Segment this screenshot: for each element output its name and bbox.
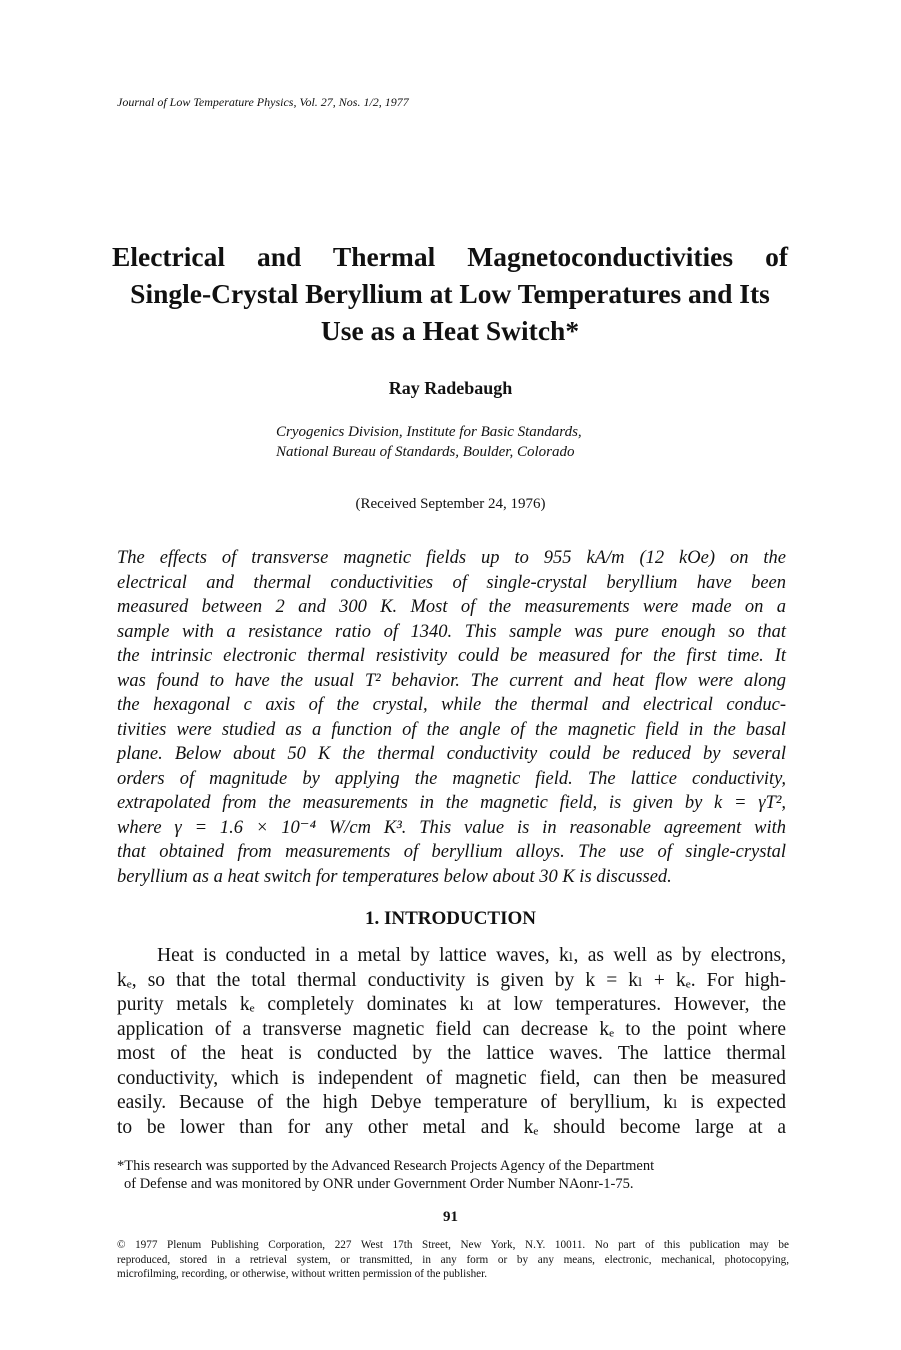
paper-title [112,238,788,349]
copyright-notice [117,1238,789,1282]
title-line: Use as a Heat Switch* [320,315,580,346]
abstract-line: measured between 2 and 300 K. Most of the measurements were made on a [117,597,786,617]
affiliation-line: National Bureau of Standards, Boulder, Colorado [276,444,575,460]
body-line: Heat is conducted in a metal by lattice waves, kₗ, as well as by electrons, [157,945,786,966]
abstract-line: was found to have the usual T² behavior. The current and heat flow were along [117,670,786,691]
body-line: kₑ, so that the total thermal conductivity is given by k = kₗ + kₑ. For high- [117,969,786,991]
abstract-line: electrical and thermal conductivities of single-crystal beryllium have been [117,572,786,593]
footnote [117,1157,786,1193]
abstract-line: sample with a resistance ratio of 1340. This sample was pure enough so that [117,621,786,642]
copyright-line: microfilming, recording, or otherwise, without written permission of the publisher. [117,1268,488,1280]
abstract [117,546,786,889]
abstract-line: the intrinsic electronic thermal resistivity could be measured for the first time. It [117,646,786,666]
body-line: most of the heat is conducted by the lattice waves. The lattice thermal [117,1043,786,1064]
footnote-line: *This research was supported by the Advanced Research Projects Agency of the Department [117,1158,655,1174]
footnote-line: of Defense and was monitored by ONR under Government Order Number NAonr-1-75. [124,1176,634,1192]
author-name: Ray Radebaugh [388,378,513,398]
body-line: to be lower than for any other metal and kₑ should become large at a [117,1116,786,1138]
received-date: (Received September 24, 1976) [355,496,546,512]
journal-citation: Journal of Low Temperature Physics, Vol. 27, Nos. 1/2, 1977 [117,95,409,109]
abstract-line: where γ = 1.6 × 10⁻⁴ W/cm K³. This value is in reasonable agreement with [117,817,786,838]
body-line: easily. Because of the high Debye temperature of beryllium, kₗ is expected [117,1092,786,1113]
body-line: application of a transverse magnetic field can decrease kₑ to the point where [117,1018,786,1040]
copyright-line: reproduced, stored in a retrieval system, or transmitted, in any form or by any means, electronic, mechanical, photocopying, [117,1253,789,1266]
abstract-line: orders of magnitude by applying the magnetic field. The lattice conductivity, [117,768,786,789]
abstract-line: beryllium as a heat switch for temperatures below about 30 K is discussed. [117,866,672,887]
abstract-line: that obtained from measurements of beryllium alloys. The use of single-crystal [117,842,786,862]
abstract-line: extrapolated from the measurements in the magnetic field, is given by k = γT², [117,793,786,813]
body-paragraph [117,944,786,1140]
title-line: Single-Crystal Beryllium at Low Temperatures and Its [130,278,770,309]
page-number: 91 [443,1209,458,1225]
abstract-line: the hexagonal c axis of the crystal, while the thermal and electrical conduc- [117,695,786,715]
title-line: Electrical and Thermal Magnetoconductivities of [112,241,788,272]
abstract-line: tivities were studied as a function of the angle of the magnetic field in the basal [117,719,786,740]
abstract-line: plane. Below about 50 K the thermal conductivity could be reduced by several [117,744,786,764]
affiliation-line: Cryogenics Division, Institute for Basic Standards, [276,424,582,440]
copyright-line: © 1977 Plenum Publishing Corporation, 227 West 17th Street, New York, N.Y. 10011. No part of this publication may be [117,1239,789,1251]
body-line: purity metals kₑ completely dominates kₗ at low temperatures. However, the [117,994,786,1015]
abstract-line: The effects of transverse magnetic fields up to 955 kA/m (12 kOe) on the [117,548,786,568]
affiliation [276,422,582,462]
body-line: conductivity, which is independent of magnetic field, can then be measured [117,1067,786,1089]
section-heading: 1. INTRODUCTION [364,908,537,929]
